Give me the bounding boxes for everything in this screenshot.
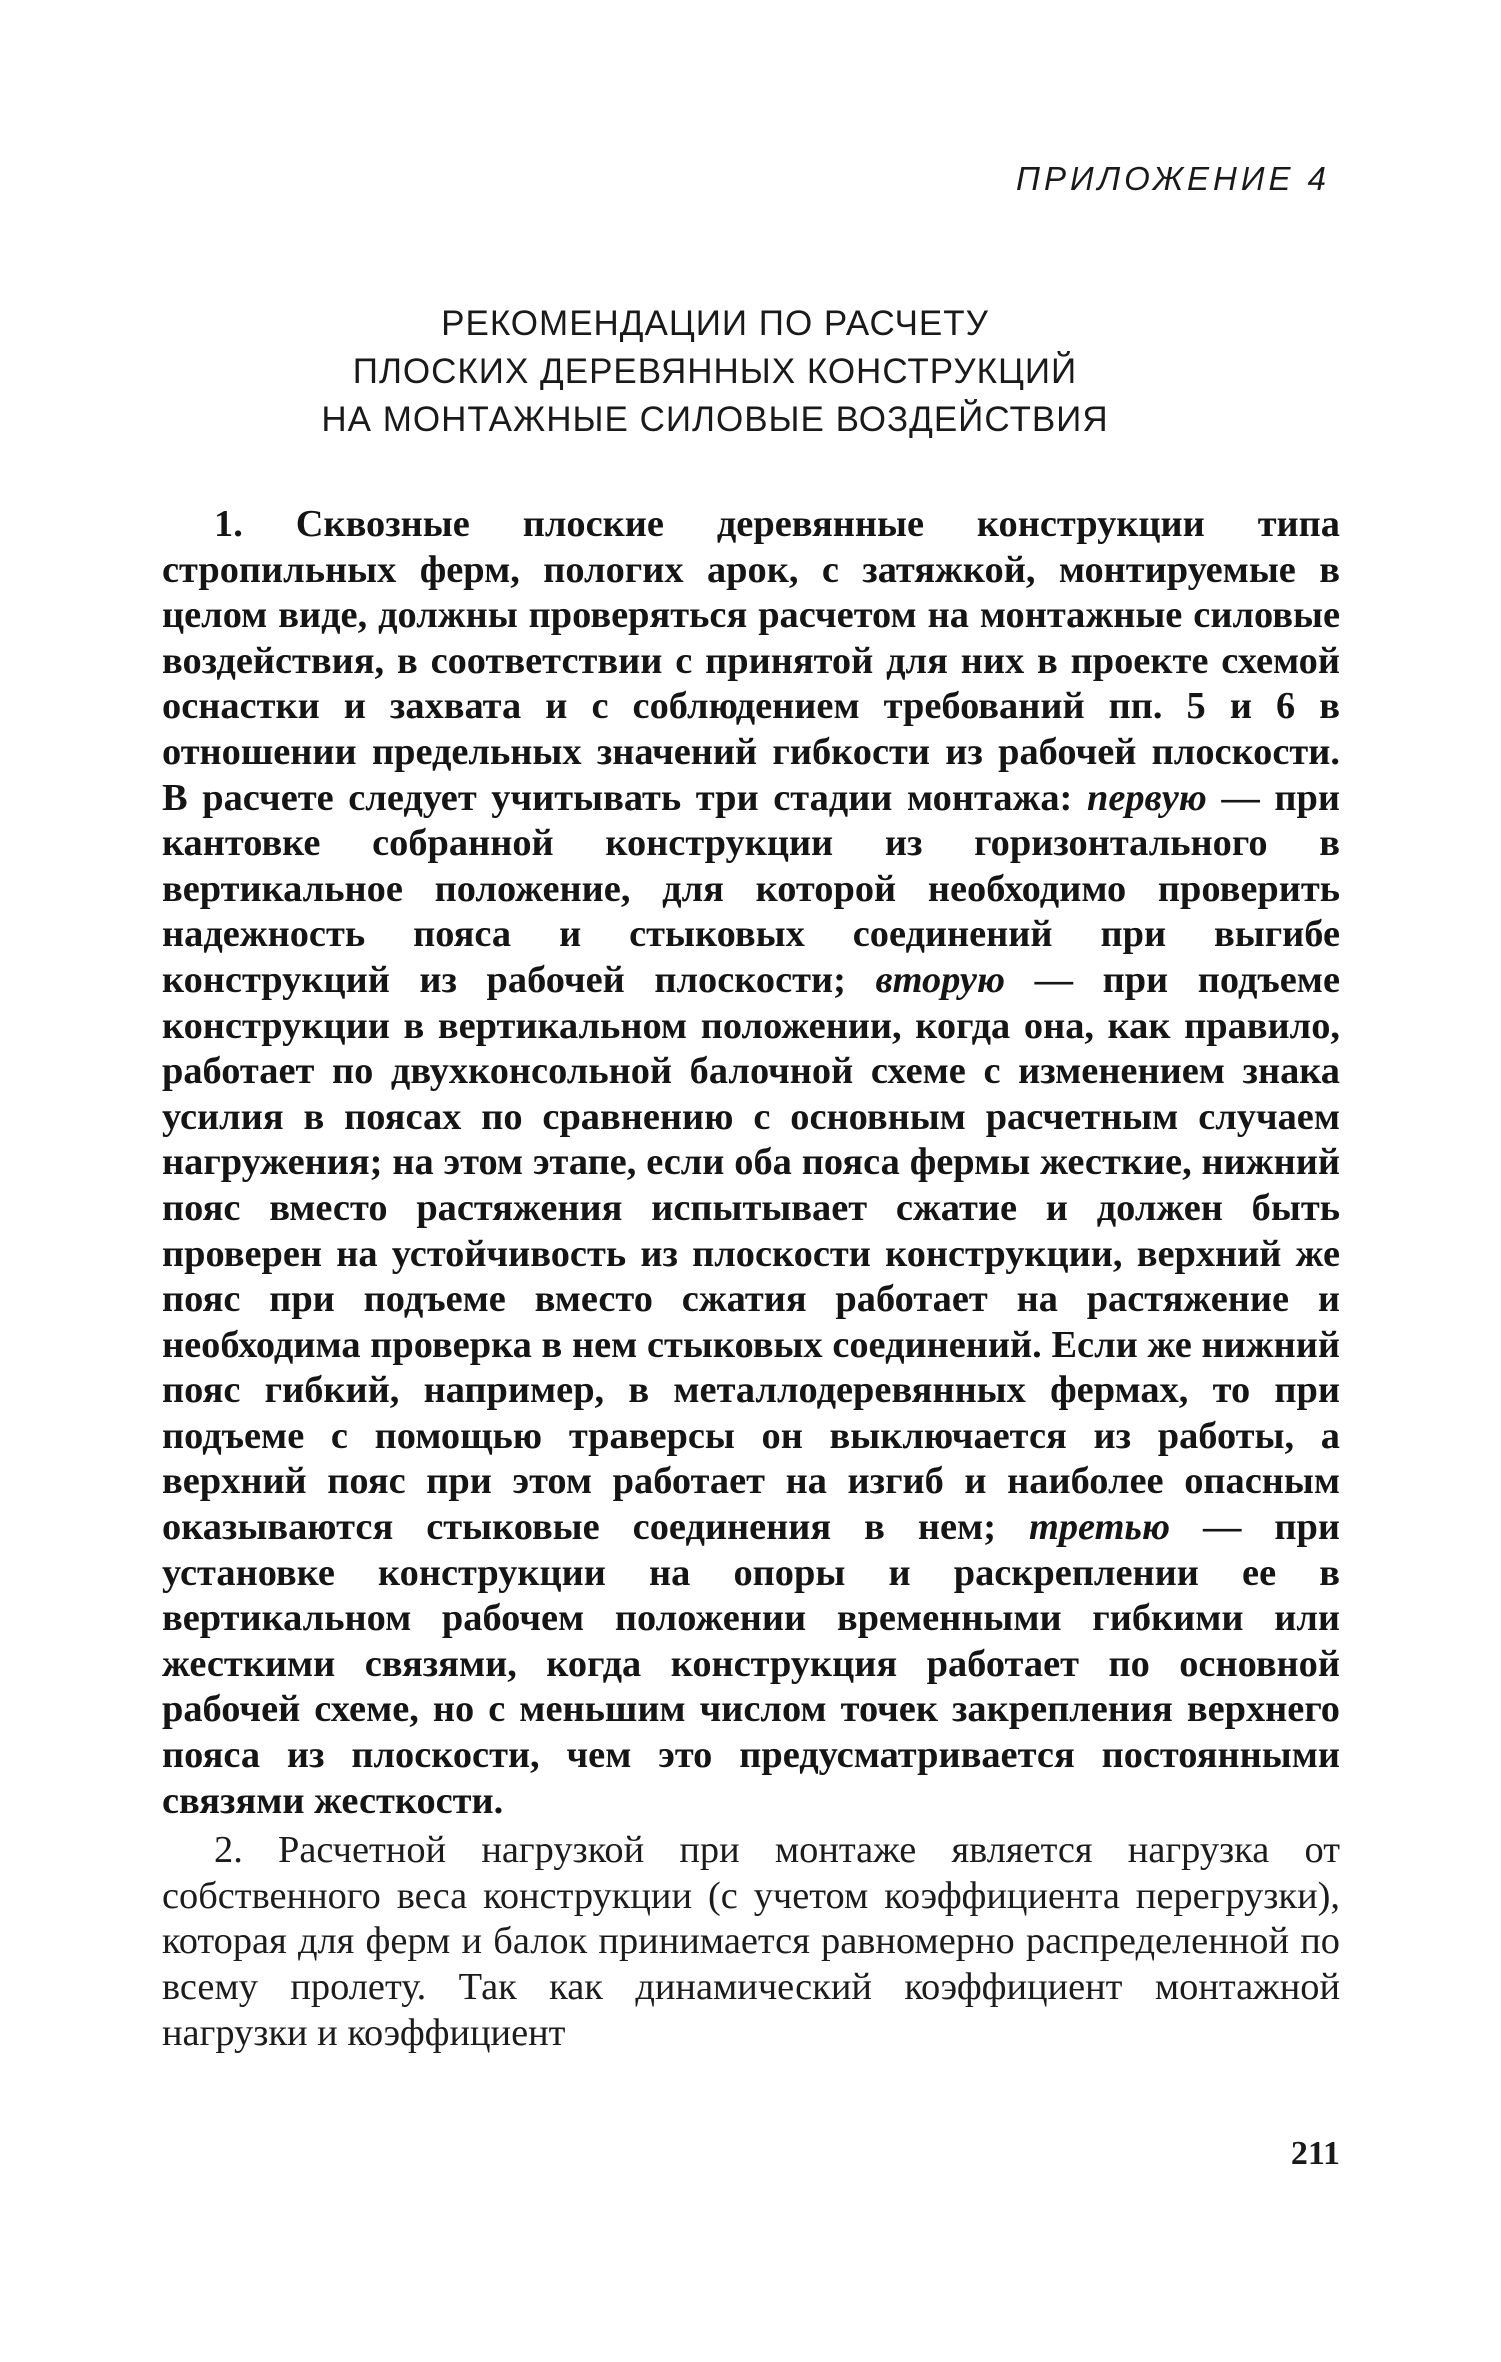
appendix-label: ПРИЛОЖЕНИЕ 4 <box>1016 160 1330 197</box>
title-line-3: НА МОНТАЖНЫЕ СИЛОВЫЕ ВОЗДЕЙСТВИЯ <box>321 400 1109 439</box>
paragraph-1-part-3: — при подъеме конструкции в вертикальном положении, когда она, как правило, работает по двухконсольной балочной схеме с изменением знака усилия в поясах по сравнению с основным расчетным случаем нагружения; на этом этапе, если оба пояса фермы жесткие, нижний пояс вместо растяжения испытывает сжатие и должен быть проверен на устойчивость из плоскости конструкции, верхний же пояс при подъеме вместо сжатия работает на растяжение и необходима проверка в нем стыковых соединений. Если же нижний пояс гибкий, например, в металлодеревянных фермах, то при подъеме с помощью траверсы он выключается из работы, а верхний пояс при этом работает на изгиб и наиболее опасным оказываются стыковые соединения в нем; <box>162 958 1340 1549</box>
paragraph-1-part-2: — при кантовке собранной конструкции из горизонтального в вертикальное положение, для которой необходимо проверить надежность пояса и стыковых соединений при выгибе конструкций из рабочей плоскости; <box>162 776 1340 1001</box>
stage-second-term: вторую <box>875 958 1005 1001</box>
title-line-1: РЕКОМЕНДАЦИИ ПО РАСЧЕТУ <box>441 304 989 343</box>
paragraph-1 <box>162 502 1340 1824</box>
stage-third-term: третью <box>1028 1506 1171 1549</box>
page-number: 211 <box>1290 2135 1340 2172</box>
paragraph-1-part-1: 1. Сквозные плоские деревянные конструкции типа стропильных ферм, пологих арок, с затяжкой, монтируемые в целом виде, должны проверяться расчетом на монтажные силовые воздействия, в соответствии с принятой для них в проекте схемой оснастки и захвата и с соблюдением требований пп. 5 и 6 в отношении предельных значений гибкости из рабочей плоскости. В расчете следует учитывать три стадии монтажа: <box>162 503 1340 819</box>
title-line-2: ПЛОСКИХ ДЕРЕВЯННЫХ КОНСТРУКЦИЙ <box>352 352 1078 391</box>
paragraph-1-part-4: — при установке конструкции на опоры и раскреплении ее в вертикальном рабочем положении временными гибкими или жесткими связями, когда конструкция работает по основной рабочей схеме, но с меньшим числом точек закрепления верхнего пояса из плоскости, чем это предусматривается постоянными связями жесткости. <box>162 1506 1340 1822</box>
stage-first-term: первую <box>1086 776 1207 819</box>
paragraph-2: 2. Расчетной нагрузкой при монтаже является нагрузка от собственного веса конструкции (с учетом коэффициента перегрузки), которая для ферм и балок принимается равномерно распределенной по всему пролету. Так как динамический коэффициент монтажной нагрузки и коэффициент <box>162 1829 1340 2054</box>
page-title <box>240 300 1190 444</box>
body-text <box>162 502 1340 2056</box>
